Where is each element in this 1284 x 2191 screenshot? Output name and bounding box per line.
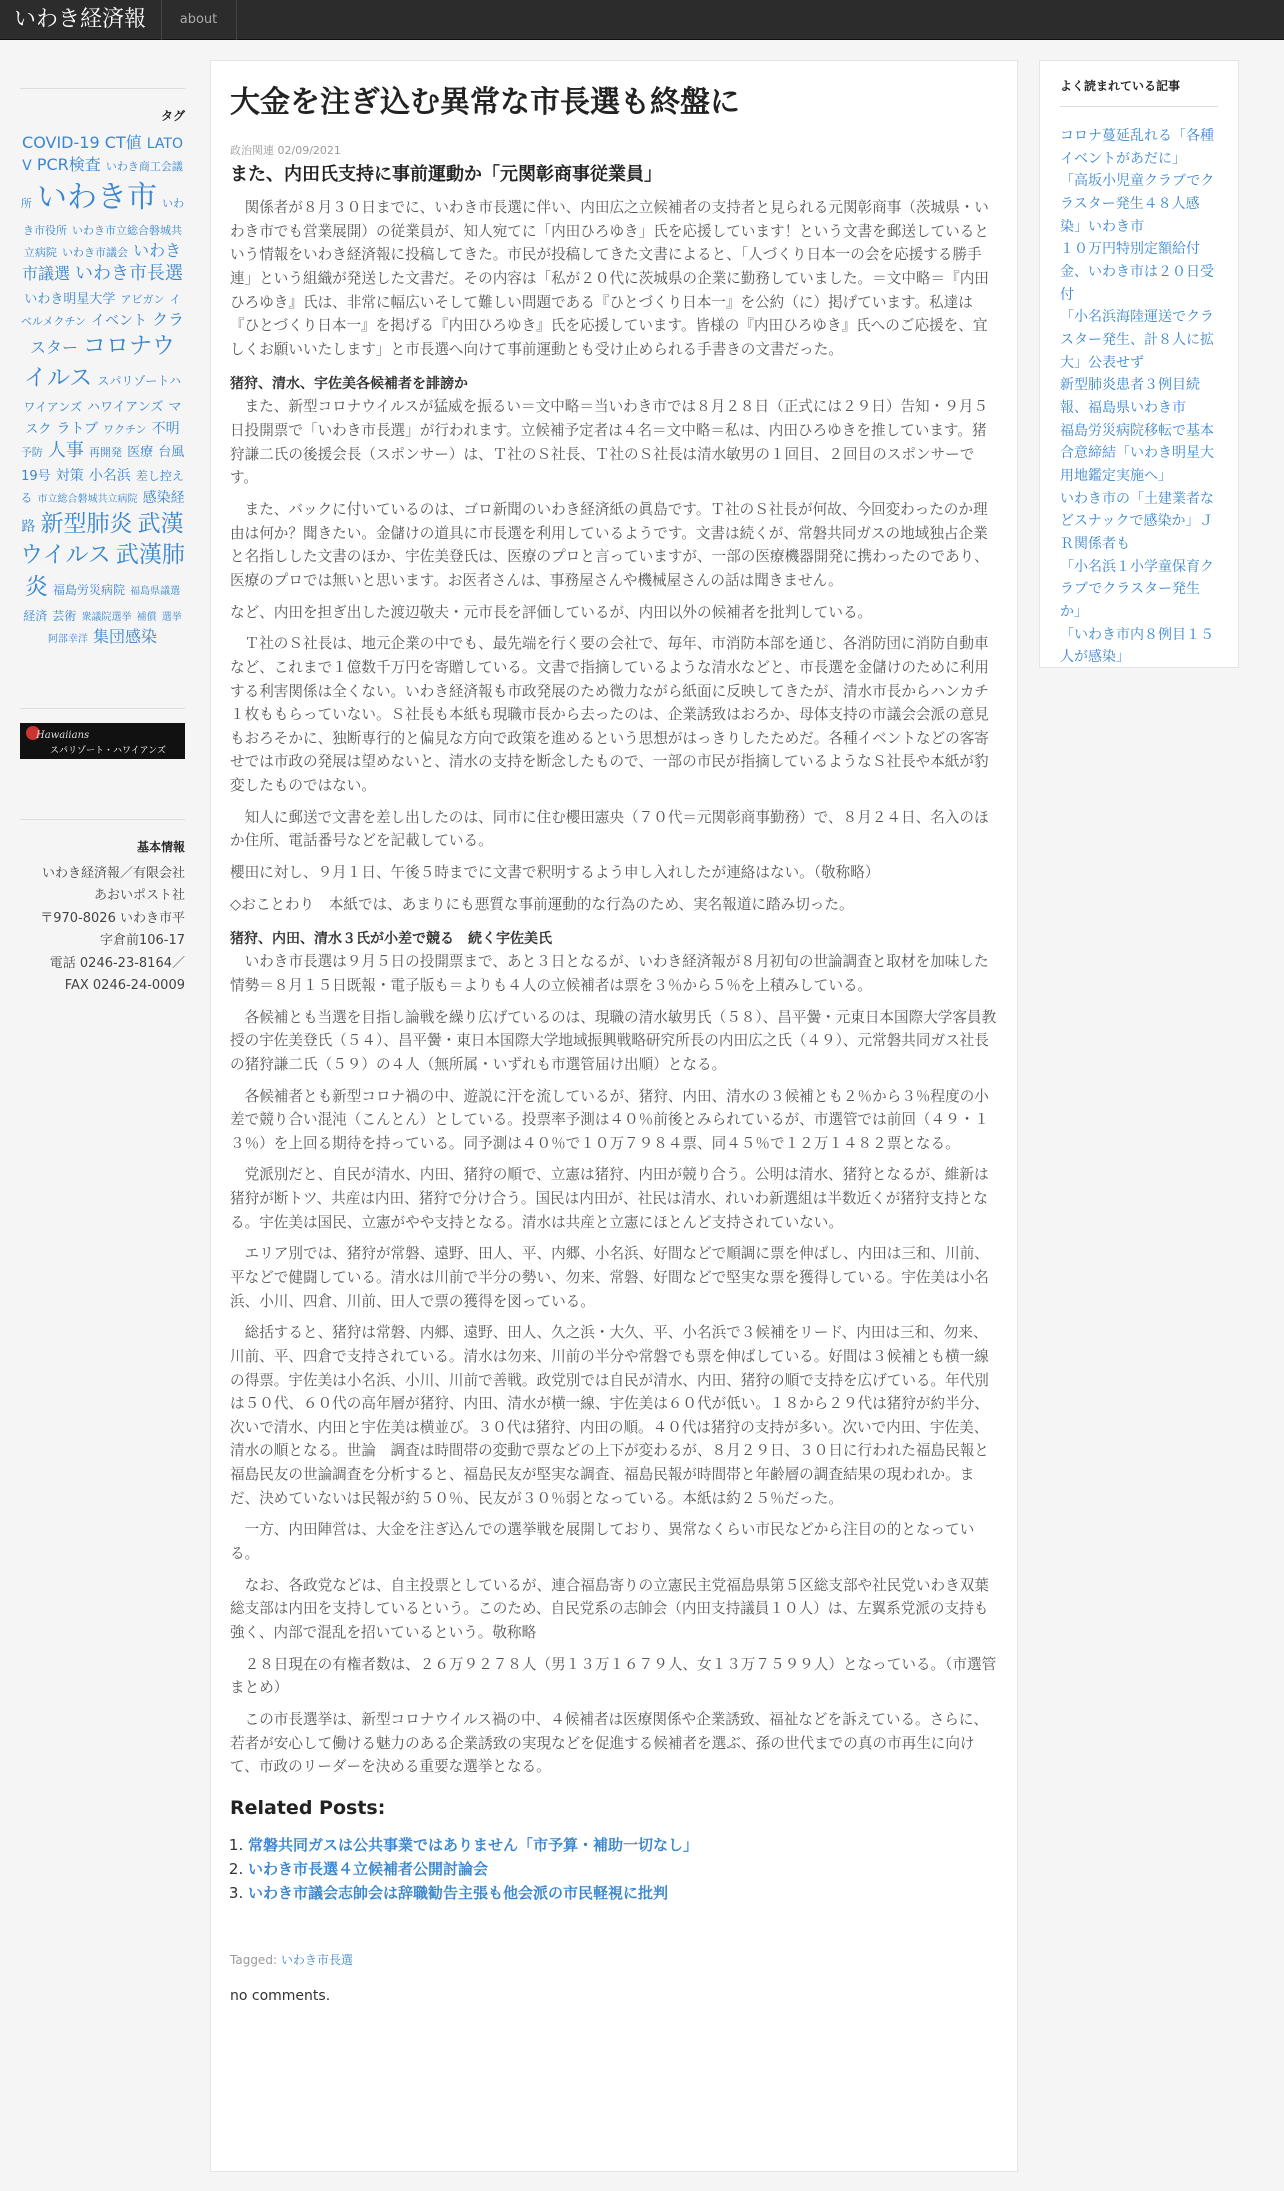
popular-post-link[interactable]: 新型肺炎患者３例目続報、福島県いわき市 xyxy=(1060,377,1200,417)
tag-link[interactable]: COVID-19 xyxy=(22,133,100,152)
related-post-item xyxy=(248,1857,997,1881)
tag-link[interactable]: いわき商工会議所 xyxy=(20,160,183,210)
comments-status: no comments. xyxy=(230,1987,331,2004)
popular-post-item xyxy=(1060,306,1218,374)
article-paragraph: Ｔ社のＳ社長は、地元企業の中でも、最先端を行く要の会社で、毎年、市消防本部を通じ、各消防団に消防自動車など、これまで１億数千万円を寄贈している。文書で指摘しているような清水などと、市長選を金儲けのために利用する利害関係は全くない。いわき経済報も市政発展のため微力ながら紙面に反映してきたが、清水市長からハンカチ１枚ももらっていない。Ｓ社長も本紙も現職市長から去ったのは、企業誘致はおろか、母体支持の市議会会派の意見もおろそかに、独断専行的と偏見な方向で政策を進めるという思想がはっきりしたためだ。各種イベントなどの客寄せでは市政の発展は望めないと、清水の支持を断念したもので、一部の市民が指摘しているようなＳ社長や本紙が豹変したものではない。 xyxy=(230,635,989,795)
article-paragraph: ２８日現在の有権者数は、２６万９２７８人（男１３万１６７９人、女１３万７５９９人）となっている。（市選管まとめ） xyxy=(230,1655,997,1697)
related-post-item xyxy=(248,1833,997,1857)
tag-link[interactable]: 集団感染 xyxy=(93,626,158,646)
article-category: 政治関連 xyxy=(230,144,274,157)
tag-link[interactable]: イベルメクチン xyxy=(20,293,181,329)
tags-heading: タグ xyxy=(160,109,185,123)
popular-posts-heading: よく読まれている記事 xyxy=(1060,77,1218,107)
tag-link[interactable]: 不明 xyxy=(151,420,180,437)
article-paragraph: なお、各政党などは、自主投票としているが、連合福島寄りの立憲民主党福島県第５区総支部や社民党いわき双葉総支部は内田を支持しているという。このため、自民党系の志帥会（内田支持議員１０人）は、左翼系党派の支持も強く、内部で混乱を招いているという。敬称略 xyxy=(230,1576,989,1641)
tag-link[interactable]: 福島労災病院 xyxy=(52,583,125,598)
article-paragraph: エリア別では、猪狩が常磐、遠野、田人、平、内郷、小名浜、好間などで順調に票を伸ばし、内田は三和、川前、平などで健闘している。清水は川前で半分の勢い、勿来、常磐、好間などで堅実な票を獲得している。宇佐美は小名浜、小川、四倉、川前、田人で票の獲得を図っている。 xyxy=(230,1245,989,1310)
popular-post-item xyxy=(1060,420,1218,488)
related-post-link[interactable]: いわき市長選４立候補者公開討論会 xyxy=(248,1859,489,1878)
banner-logo-text: Hawaiians xyxy=(36,730,90,742)
tag-link[interactable]: 台風19号 xyxy=(21,445,185,485)
tag-link[interactable]: 福島県議選 xyxy=(130,586,181,598)
popular-post-link[interactable]: 「高坂小児童クラブでクラスター発生４８人感染」いわき市 xyxy=(1060,173,1215,235)
tag-link[interactable]: コロナウイルス xyxy=(23,333,176,392)
related-posts-heading: Related Posts: xyxy=(230,1796,386,1819)
tag-link[interactable]: LATOV xyxy=(22,136,183,175)
popular-post-link[interactable]: 福島労災病院移転で基本合意締結「いわき明星大用地鑑定実施へ」 xyxy=(1060,422,1214,485)
navbar-divider xyxy=(236,0,237,40)
article-paragraph: 櫻田に対し、９月１日、午後５時までに文書で釈明するよう申し入れしたが連絡はない。（敬称略） xyxy=(230,864,880,882)
tag-link[interactable]: イベント xyxy=(91,313,148,330)
tag-link[interactable]: 市立総合磐城共立病院 xyxy=(37,494,138,506)
tag-link[interactable]: いわき市長選 xyxy=(280,1952,353,1967)
article-paragraph: 一方、内田陣営は、大金を注ぎ込んでの選挙戦を展開しており、異常なくらい市民などから注目の的となっている。 xyxy=(230,1521,975,1563)
tag-link[interactable]: いわき市議会 xyxy=(61,246,128,260)
tag-link[interactable]: 感染経路 xyxy=(21,490,185,535)
popular-post-link[interactable]: 「いわき市内８例目１５人が感染」 xyxy=(1060,626,1214,666)
tagged-label: Tagged: xyxy=(230,1952,277,1967)
tag-link[interactable]: いわき明星大学 xyxy=(24,292,116,307)
article-paragraph: など、内田を担ぎ出した渡辺敬夫・元市長を評価しているが、内田以外の候補者を批判している。 xyxy=(230,603,873,621)
top-navbar xyxy=(0,0,1284,40)
sidebar-divider xyxy=(20,88,185,89)
popular-post-item xyxy=(1060,488,1218,556)
tag-link[interactable]: 武漢肺炎 xyxy=(24,542,185,601)
tag-link[interactable]: いわき市 xyxy=(37,179,157,215)
popular-post-item xyxy=(1060,556,1218,624)
contact-line: 字倉前106-17 xyxy=(99,933,185,949)
contact-line: 〒970-8026 いわき市平 xyxy=(40,910,185,926)
tag-link[interactable]: 人事 xyxy=(47,440,84,462)
info-heading: 基本情報 xyxy=(136,840,185,855)
related-post-item xyxy=(248,1881,997,1905)
popular-post-item xyxy=(1060,374,1218,419)
article-title: 大金を注ぎ込む異常な市長選も終盤に xyxy=(230,85,740,120)
tag-link[interactable]: マスク xyxy=(25,399,182,437)
popular-post-link[interactable]: 「小名浜１小学童保育クラブでクラスター発生か」 xyxy=(1060,558,1214,621)
site-title-link[interactable]: いわき経済報 xyxy=(14,7,147,32)
contact-line: あおいポスト社 xyxy=(93,888,185,904)
tag-cloud xyxy=(20,132,185,648)
article-subtitle: また、内田氏支持に事前運動か「元関彰商事従業員」 xyxy=(230,164,662,185)
contact-line: FAX 0246-24-0009 xyxy=(64,977,185,993)
popular-post-item xyxy=(1060,624,1218,669)
tag-link[interactable]: 選挙 xyxy=(161,611,182,623)
related-post-link[interactable]: 常磐共同ガスは公共事業ではありません「市予算・補助一切なし」 xyxy=(248,1835,699,1854)
tag-link[interactable]: いわき市長選 xyxy=(75,263,184,285)
tag-link[interactable]: いわき市役所 xyxy=(22,196,185,238)
tag-link[interactable]: 差し控える xyxy=(20,469,184,506)
banner-caption: スパリゾート・ハワイアンズ xyxy=(50,746,166,757)
tag-link[interactable]: 対策 xyxy=(55,468,84,485)
popular-post-link[interactable]: コロナ蔓延乱れる「各種イベントがあだに」 xyxy=(1060,128,1214,167)
related-posts-list xyxy=(230,1833,997,1905)
hawaiians-banner[interactable] xyxy=(20,723,185,759)
tag-link[interactable]: アビガン xyxy=(120,293,165,306)
tag-link[interactable]: 補償 xyxy=(136,611,157,623)
article-paragraph: 各候補とも当選を目指し論戦を繰り広げているのは、現職の清水敏男氏（５８）、昌平黌・元東日本国際大学客員教授の宇佐美登氏（５４）、昌平黌・東日本国際大学地域振興戦略研究所長の内田広之氏（４９）、元常磐共同ガス社長の猪狩謙二氏（５９）の４人（無所属・いずれも市選管届け出順）となる。 xyxy=(230,1008,997,1073)
article-paragraph: この市長選挙は、新型コロナウイルス禍の中、４候補者は医療関係や企業誘致、福祉などを訴えている。さらに、若者が安心して働ける魅力のある企業誘致の実現などを促進する候補者を選ぶ、孫の世代までの真の市再生に向けて、市政のリーダーを決める重要な選挙となる。 xyxy=(230,1710,989,1776)
sidebar-divider xyxy=(20,819,185,820)
left-sidebar xyxy=(20,88,185,997)
nav-about-link[interactable]: about xyxy=(179,12,218,27)
section-heading: 猪狩、清水、宇佐美各候補者を誹謗か xyxy=(230,376,468,393)
section-heading: 猪狩、内田、清水３氏が小差で競る 続く宇佐美氏 xyxy=(230,931,552,948)
tag-link[interactable]: 新型肺炎 xyxy=(40,510,133,537)
popular-posts-widget xyxy=(1039,60,1239,668)
article-card xyxy=(210,60,1018,2172)
tag-link[interactable]: スパリゾートハワイアンズ xyxy=(23,374,182,414)
popular-post-link[interactable]: いわき市の「土建業者などスナックで感染か」ＪＲ関係者も xyxy=(1060,490,1214,553)
article-paragraph: 党派別だと、自民が清水、内田、猪狩の順で、立憲は猪狩、内田が競り合う。公明は清水、猪狩となるが、維新は猪狩が断トツ、共産は内田、猪狩で分け合う。国民は内田が、社民は清水、れいわ新選組は半数近くが猪狩支持となる。宇佐美は国民、立憲がやや支持となる。清水は共産と立憲にほとんど支持されていない。 xyxy=(230,1166,989,1231)
popular-post-item xyxy=(1060,125,1218,170)
article-date: 02/09/2021 xyxy=(277,144,341,157)
article-paragraph: 各候補者とも新型コロナ禍の中、遊説に汗を流しているが、猪狩、内田、清水の３候補とも２％から３％程度の小差で競り合い混沌（こんとん）としている。投票率予測は４０％前後とみられているが、市選管では前回（４９・１３％）を上回る期待を持っている。同予測は４０％で１０万７９８４票、同４５％で１２万１４８２票となる。 xyxy=(230,1087,989,1152)
article-paragraph: 知人に郵送で文書を差し出したのは、同市に住む櫻田憲央（７０代＝元関彰商事勤務）で、８月２４日、名入のほか住所、電話番号などを記載している。 xyxy=(230,808,989,850)
tag-link[interactable]: CT値 xyxy=(104,133,142,152)
tag-link[interactable]: 阿部幸洋 xyxy=(47,633,88,645)
tag-link[interactable]: 経済 xyxy=(23,608,48,623)
popular-post-link[interactable]: １０万円特別定額給付金、いわき市は２０日受付 xyxy=(1060,241,1214,303)
popular-post-item xyxy=(1060,170,1218,238)
tag-link[interactable]: ハワイアンズ xyxy=(87,399,164,415)
tag-link[interactable]: 衆議院選挙 xyxy=(81,611,132,623)
tag-link[interactable]: ラトブ xyxy=(56,420,99,437)
popular-post-link[interactable]: 「小名浜海陸運送でクラスター発生、計８人に拡大」公表せず xyxy=(1060,309,1214,371)
tag-link[interactable]: 武漢ウイルス xyxy=(20,510,184,569)
tag-link[interactable]: 芸術 xyxy=(52,608,77,623)
tag-link[interactable]: 再開発 xyxy=(88,446,122,460)
tag-link[interactable]: PCR検査 xyxy=(36,155,101,175)
article-paragraph: 総括すると、猪狩は常磐、内郷、遠野、田人、久之浜・大久、平、小名浜で３候補をリード、内田は三和、勿来、川前、平、四倉で支持されている。清水は勿来、川前の半分や常磐でも票を伸ばしている。好間は３候補とも横一線の得票。宇佐美は小名浜、小川、川前で善戦。政党別では自民が清水、内田、猪狩の順で支持を広げている。年代別は５０代、６０代の高年層が猪狩、内田、清水が横一線、宇佐美は６０代が低い。１８から２９代は猪狩が約半分、次いで清水、内田と宇佐美は横並び。３０代は猪狩、内田の順。４０代は猪狩の支持が多い。次いで内田、宇佐美、清水の順となる。世論 調査は時間帯の変動で票などの上下が変わるが、８月２９日、３０日に行われた福島民報と福島民友の世論調査を分析すると、福島民友が堅実な調査、福島民報が時間帯と年齢層の調査結果の現われか。まだ、決めていないは民報が約５０％、民友が３０％弱となっている。本紙は約２５％だった。 xyxy=(230,1324,989,1507)
tag-link[interactable]: 予防 xyxy=(20,446,43,460)
article-paragraph: ◇おことわり 本紙では、あまりにも悪質な事前運動的な行為のため、実名報道に踏み切った。 xyxy=(230,895,854,913)
contact-info xyxy=(20,863,185,997)
article-meta xyxy=(230,142,997,158)
article-body xyxy=(230,196,997,1779)
tag-link[interactable]: ワクチン xyxy=(103,422,147,436)
article-paragraph: 関係者が８月３０日までに、いわき市長選に伴い、内田広之立候補者の支持者と見られる元関彰商事（茨城県・いわき市でも営業展開）の従業員が、知人宛てに「内田ひろゆき」氏を応援しています！という文書を郵送しているという情報をいわき経済報に投稿してきた。市民が投稿してきた文書によると、「人づくり日本一の会を応援する勝手連」という組織が発送した文書だ。その内容は「私が２０代に茨城県の企業に勤務していました。＝文中略＝『内田ひろゆき』氏は、非常に幅広いそして難しい問題である『ひとづくり日本一』を公約（に）掲げています。私達は『ひとづくり日本一』を掲げる『内田ひろゆき』氏を応援しています。皆様の『内田ひろゆき』氏へのご応援を、宜しくお願いいたします」と市長選へ向けて事前運動とも受け止められる手書きの文書だった。 xyxy=(230,199,989,358)
article-paragraph: また、バックに付いているのは、ゴロ新聞のいわき経済紙の眞島です。Ｔ社のＳ社長が何故、今回変わったのか理由は何か？聞きたい。金儲けの道具に市長選を利用しているようです。文書は続くが、常磐共同ガスの地域独占企業と名指しした文書のほか、宇佐美登氏は、医療のプロと言っていますが、一部の医療機器開発に携わったのであり、医療のプロでは無いと思います。お医者さんは、事務屋さんや機械屋さんの話は聞きません。 xyxy=(230,501,989,589)
contact-line: 電話 0246-23-8164／ xyxy=(49,955,185,971)
contact-line: いわき経済報／有限会社 xyxy=(41,866,185,882)
sidebar-divider xyxy=(20,708,185,709)
popular-posts-list xyxy=(1060,125,1218,669)
article-paragraph: また、新型コロナウイルスが猛威を振るい＝文中略＝当いわき市では８月２８日（正式には２９日）告知・９月５日投開票で「いわき市長選」が行われます。立候補予定者は４名＝文中略＝私は、内田ひろゆきを推しています。猪狩謙二氏の後援会長（スポンサー）は、Ｔ社のＳ社長、Ｔ社のＳ社長は清水敏男の１回目、２回目のスポンサーです。 xyxy=(230,398,989,487)
tag-link[interactable]: いわき市立総合磐城共立病院 xyxy=(23,224,183,260)
tag-link[interactable]: 小名浜 xyxy=(88,468,131,485)
tag-link[interactable]: クラスター xyxy=(29,310,185,358)
tag-link[interactable]: いわき市議選 xyxy=(21,241,182,284)
tag-link[interactable]: 医療 xyxy=(127,445,154,461)
popular-post-item xyxy=(1060,238,1218,306)
article-paragraph: いわき市長選は９月５日の投開票まで、あと３日となるが、いわき経済報が８月初旬の世論調査と取材を加味した情勢＝８月１５日既報・電子版も＝よりも４人の立候補者は票を３％から５％を上積みしている。 xyxy=(230,953,989,994)
article-tags xyxy=(230,1951,997,1968)
related-post-link[interactable]: いわき市議会志帥会は辞職勧告主張も他会派の市民軽視に批判 xyxy=(248,1883,669,1902)
